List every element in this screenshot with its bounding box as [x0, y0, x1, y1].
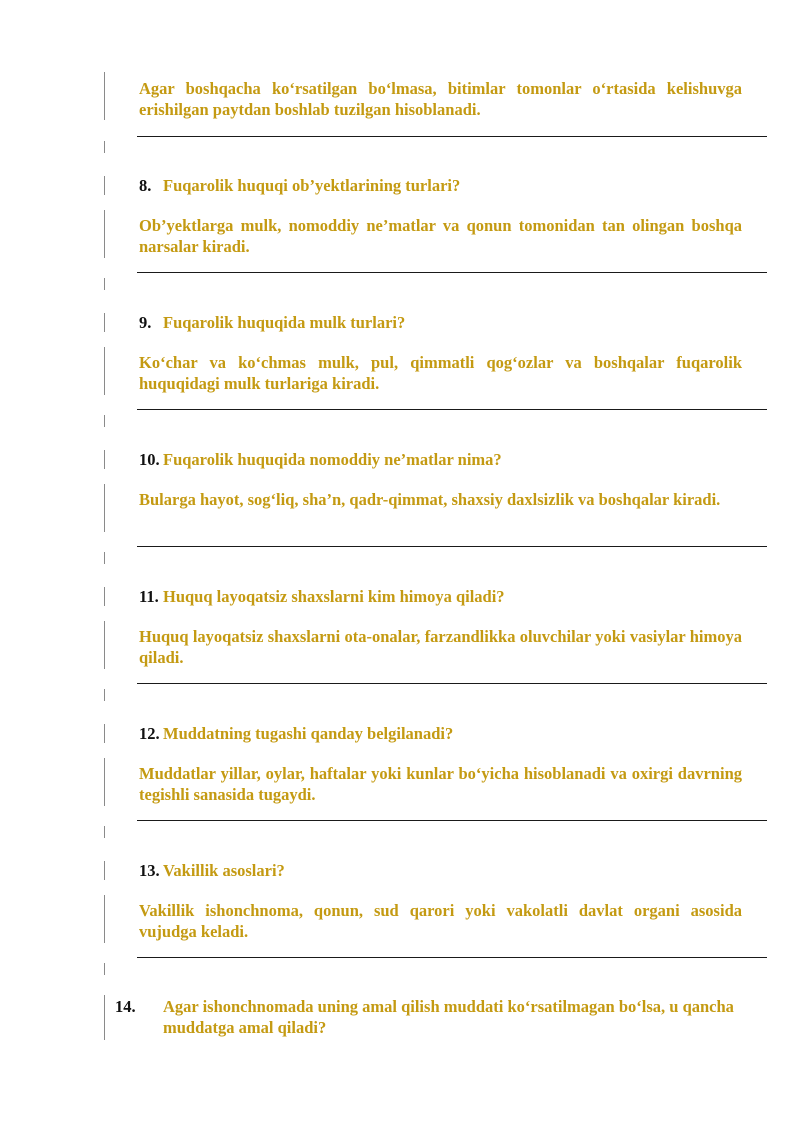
margin-bar: [104, 995, 105, 1040]
section-divider: [137, 409, 767, 410]
question-number: 10.: [139, 450, 160, 469]
question-12: [139, 723, 759, 744]
margin-bar: [104, 313, 105, 332]
question-14: [115, 996, 743, 1038]
margin-bar: [104, 689, 105, 701]
section-divider: [137, 136, 767, 137]
section-divider: [137, 820, 767, 821]
margin-bar: [104, 278, 105, 290]
margin-bar: [104, 861, 105, 880]
question-number: 8.: [139, 176, 152, 195]
margin-bar: [104, 724, 105, 743]
section-divider: [137, 546, 767, 547]
margin-bar: [104, 826, 105, 838]
question-text: Fuqarolik huquqi ob’yektlarining turlari?: [163, 176, 461, 195]
margin-bar: [104, 758, 105, 806]
question-9: [139, 312, 759, 333]
question-10: [139, 449, 759, 470]
margin-bar: [104, 963, 105, 975]
section-divider: [137, 683, 767, 684]
section-divider: [137, 272, 767, 273]
answer-text: Ko‘char va ko‘chmas mulk, pul, qimmatli qog‘ozlar va boshqalar fuqarolik huquqidagi mulk turlariga kiradi.: [139, 353, 742, 393]
question-text: Muddatning tugashi qanday belgilanadi?: [163, 724, 454, 743]
section-divider: [137, 957, 767, 958]
margin-bar: [104, 347, 105, 395]
question-text: Agar ishonchnomada uning amal qilish muddati ko‘rsatilmagan bo‘lsa, u qancha muddatga amal qiladi?: [163, 997, 734, 1037]
answer-text: Ob’yektlarga mulk, nomoddiy ne’matlar va qonun tomonidan tan olingan boshqa narsalar kiradi.: [139, 216, 742, 256]
answer-text: Huquq layoqatsiz shaxslarni ota-onalar, farzandlikka oluvchilar yoki vasiylar himoya qiladi.: [139, 627, 742, 667]
margin-bar: [104, 484, 105, 532]
question-text: Fuqarolik huquqida mulk turlari?: [163, 313, 406, 332]
question-number: 12.: [139, 724, 160, 743]
margin-bar: [104, 141, 105, 153]
question-number: 14.: [115, 997, 136, 1016]
margin-bar: [104, 552, 105, 564]
question-number: 11.: [139, 587, 159, 606]
margin-bar: [104, 587, 105, 606]
question-number: 9.: [139, 313, 152, 332]
margin-bar: [104, 621, 105, 669]
margin-bar: [104, 210, 105, 258]
question-text: Huquq layoqatsiz shaxslarni kim himoya qiladi?: [163, 587, 505, 606]
answer-text: Muddatlar yillar, oylar, haftalar yoki kunlar bo‘yicha hisoblanadi va oxirgi davrning tegishli sanasida tugaydi.: [139, 764, 742, 804]
question-text: Fuqarolik huquqida nomoddiy ne’matlar nima?: [163, 450, 502, 469]
answer-text: Vakillik ishonchnoma, qonun, sud qarori yoki vakolatli davlat organi asosida vujudga keladi.: [139, 901, 742, 941]
margin-bar: [104, 415, 105, 427]
answer-text: Agar boshqacha ko‘rsatilgan bo‘lmasa, bitimlar tomonlar o‘rtasida kelishuvga erishilgan paytdan boshlab tuzilgan hisoblanadi.: [139, 79, 742, 119]
question-text: Vakillik asoslari?: [163, 861, 285, 880]
margin-bar: [104, 450, 105, 469]
question-number: 13.: [139, 861, 160, 880]
question-13: [139, 860, 759, 881]
margin-bar: [104, 72, 105, 120]
question-11: [139, 586, 759, 607]
margin-bar: [104, 895, 105, 943]
margin-bar: [104, 176, 105, 195]
question-8: [139, 175, 759, 196]
answer-text: Bularga hayot, sog‘liq, sha’n, qadr-qimmat, shaxsiy daxlsizlik va boshqalar kiradi.: [139, 490, 721, 509]
